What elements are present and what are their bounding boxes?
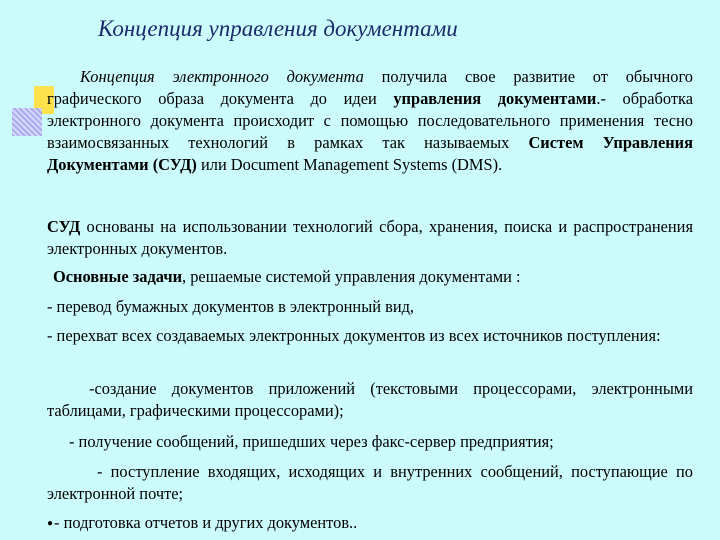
list-item-6	[47, 512, 693, 535]
concept-text-3: или Document Management Systems (DMS).	[196, 155, 503, 174]
concept-lead: Концепция электронного документа	[80, 67, 364, 86]
tasks-bold: Основные задачи	[53, 267, 183, 286]
slide-title: Концепция управления документами	[98, 16, 458, 41]
list-item-4: - получение сообщений, пришедших через факс-сервер предприятия;	[69, 432, 554, 451]
list-item-3: -создание документов приложений (текстовыми процессорами, электронными таблицами, графическими процессорами);	[47, 379, 693, 420]
paragraph-concept	[47, 66, 693, 176]
list-item-1: - перевод бумажных документов в электронный вид,	[47, 297, 415, 316]
list-item-5: - поступление входящих, исходящих и внутренних сообщений, поступающие по электронной почте;	[47, 462, 693, 503]
concept-bold-1: управления документами	[393, 89, 597, 108]
bullet-icon: ●	[47, 518, 54, 530]
concept-bold-2: Систем Управления Документами (СУД)	[47, 133, 693, 174]
list-item-2: - перехват всех создаваемых электронных документов из всех источников поступления:	[47, 326, 661, 345]
decorative-squares	[8, 86, 48, 146]
paragraph-sud	[47, 216, 693, 260]
concept-text-1: получила свое развитие от обычного графического образа документа до идеи	[47, 67, 693, 108]
sud-bold: СУД	[47, 217, 81, 236]
sud-text: основаны на использовании технологий сбора, хранения, поиска и распространения электронных документов.	[47, 217, 693, 258]
list-item-6-text: - подготовка отчетов и других документов..	[54, 513, 358, 532]
paragraph-tasks-heading	[47, 266, 693, 288]
tasks-text: , решаемые системой управления документами :	[182, 267, 521, 286]
blue-hatched-square-decoration	[12, 108, 42, 136]
concept-text-2: .- обработка электронного документа происходит с помощью последовательного применения тесно взаимосвязанных технологий в рамках так называемых	[47, 89, 694, 152]
